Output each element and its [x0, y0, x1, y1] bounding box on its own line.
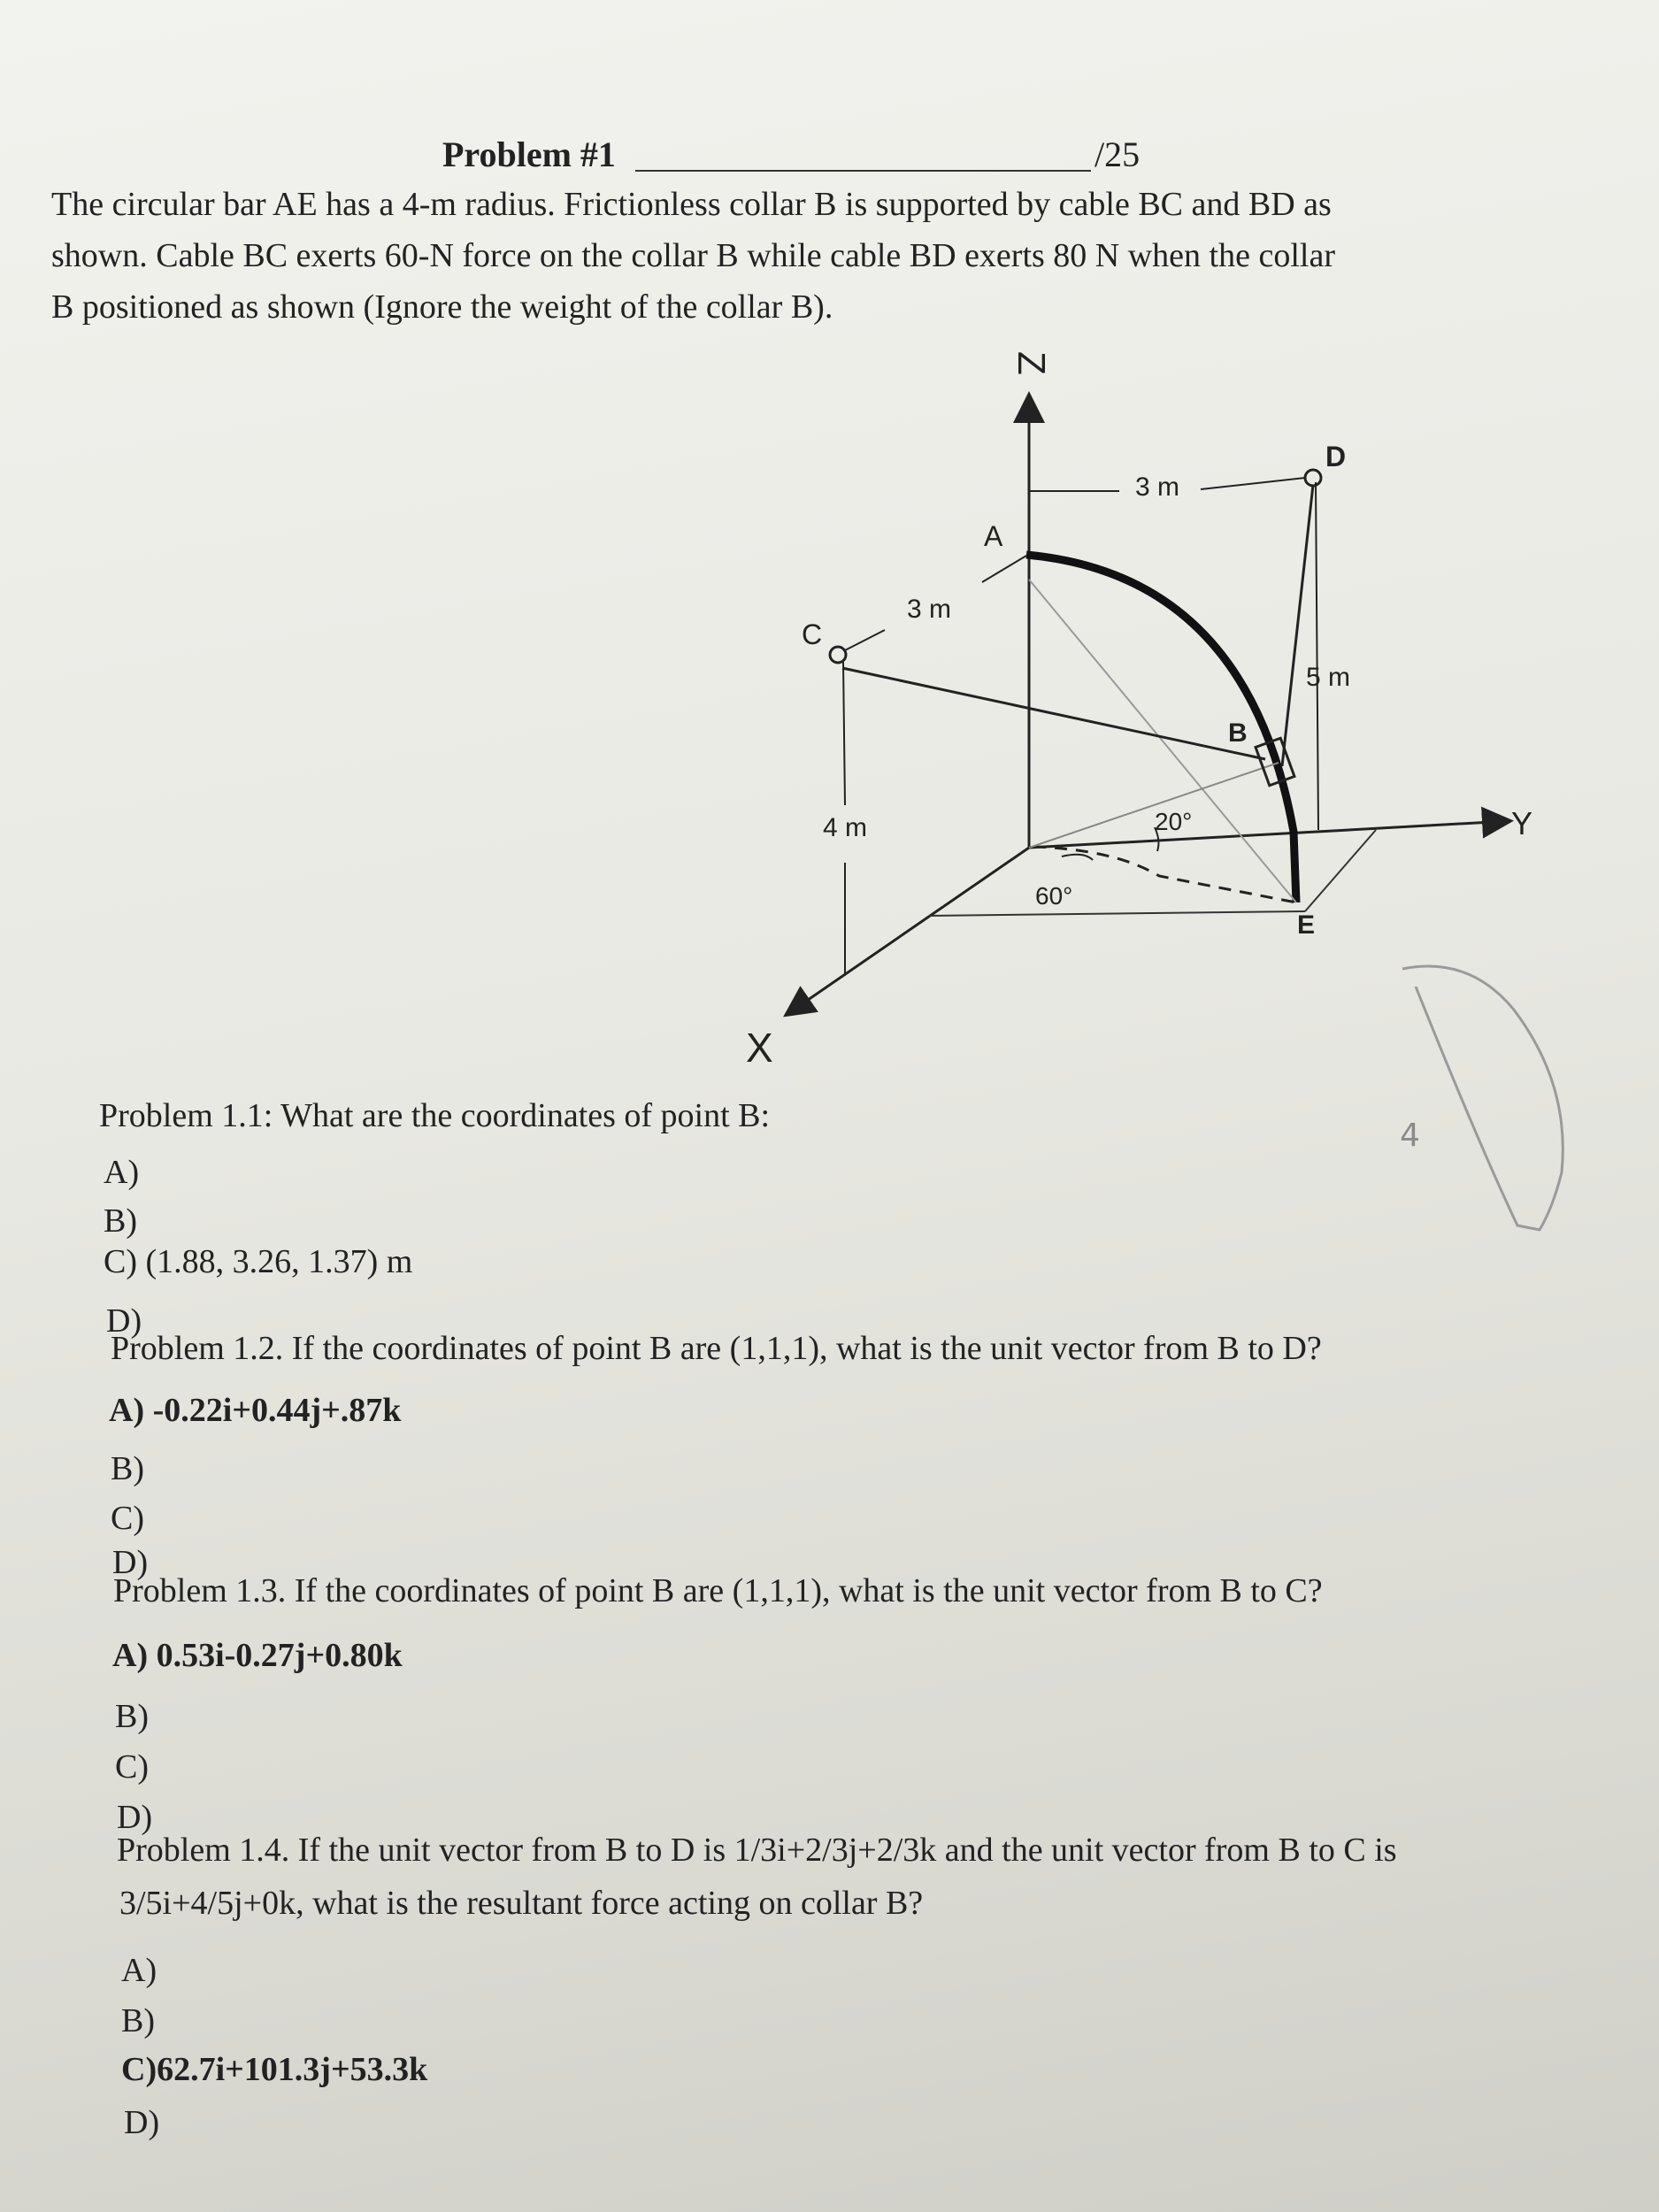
question-1-3-option-b: B): [115, 1698, 149, 1735]
question-1-2-option-b: B): [111, 1450, 144, 1487]
label-c: C: [802, 618, 823, 650]
dim-top-3m: 3 m: [1135, 472, 1180, 502]
angle-60-label: 60°: [1035, 882, 1073, 910]
cable-bc: [842, 668, 1265, 759]
question-1-4-option-b: B): [121, 2002, 155, 2039]
question-1-1-option-a: A): [104, 1154, 140, 1191]
angle-20-label: 20°: [1155, 808, 1193, 835]
a-leader: [982, 556, 1026, 582]
intro-line-1: The circular bar AE has a 4-m radius. Frictionless collar B is supported by cable BC and BD as: [51, 186, 1332, 223]
question-1-4-option-d: D): [124, 2104, 160, 2141]
intro-line-2: shown. Cable BC exerts 60-N force on the collar B while cable BD exerts 80 N when the collar: [51, 237, 1335, 274]
point-d-marker: [1305, 470, 1321, 486]
label-y: Y: [1511, 805, 1533, 841]
base-line-x: [929, 911, 1305, 916]
question-1-4-prompt-line-1: Problem 1.4. If the unit vector from B to D is 1/3i+2/3j+2/3k and the unit vector from B to C is: [117, 1832, 1397, 1869]
question-1-4-option-a: A): [121, 1952, 157, 1989]
score-label: /25: [1094, 134, 1141, 174]
dim-d-5m: 5 m: [1306, 663, 1351, 692]
question-1-2-option-d: D): [112, 1544, 149, 1581]
label-b: B: [1228, 718, 1248, 748]
handwritten-4: 4: [1400, 1118, 1420, 1154]
thin-line-1: [1029, 580, 1296, 902]
dim-line-top-2: [1201, 478, 1305, 489]
dim-4m: 4 m: [823, 813, 868, 842]
x-axis: [787, 848, 1029, 1014]
label-z: Z: [1010, 351, 1053, 375]
problem-title: Problem #1: [442, 134, 616, 174]
y-axis: [1029, 821, 1509, 848]
cable-bd: [1282, 485, 1313, 766]
dim-c-3m: 3 m: [907, 595, 952, 624]
question-1-3-option-d: D): [117, 1799, 153, 1836]
question-1-2-option-c: C): [111, 1500, 144, 1537]
label-e: E: [1297, 910, 1316, 940]
question-1-4-option-c: C)62.7i+101.3j+53.3k: [121, 2051, 428, 2088]
label-a: A: [984, 520, 1003, 552]
question-1-3-option-c: C): [115, 1748, 149, 1786]
question-1-3-option-a: A) 0.53i-0.27j+0.80k: [112, 1637, 403, 1674]
d-vertical: [1316, 482, 1318, 830]
question-1-2-prompt: Problem 1.2. If the coordinates of point B are (1,1,1), what is the unit vector from B to D?: [111, 1330, 1322, 1367]
intro-line-3: B positioned as shown (Ignore the weight of the collar B).: [51, 288, 833, 326]
question-1-1-option-c: C) (1.88, 3.26, 1.37) m: [104, 1243, 413, 1280]
label-x: X: [746, 1025, 773, 1071]
handwritten-arc: [1402, 966, 1563, 1230]
point-c-marker: [830, 647, 846, 663]
c-leader: [845, 630, 885, 650]
question-1-1-option-b: B): [104, 1202, 137, 1240]
angle-arc-60: [1062, 855, 1093, 860]
question-1-3-prompt: Problem 1.3. If the coordinates of point B are (1,1,1), what is the unit vector from B to C?: [113, 1572, 1323, 1609]
question-1-2-option-a: A) -0.22i+0.44j+.87k: [109, 1392, 402, 1429]
question-1-1-option-d: D): [106, 1302, 142, 1340]
question-1-1-prompt: Problem 1.1: What are the coordinates of point B:: [99, 1097, 771, 1134]
label-d: D: [1325, 441, 1347, 472]
base-line-y: [1305, 830, 1376, 911]
c-vertical: [843, 662, 845, 805]
question-1-4-prompt-line-2: 3/5i+4/5j+0k, what is the resultant force acting on collar B?: [119, 1885, 924, 1922]
